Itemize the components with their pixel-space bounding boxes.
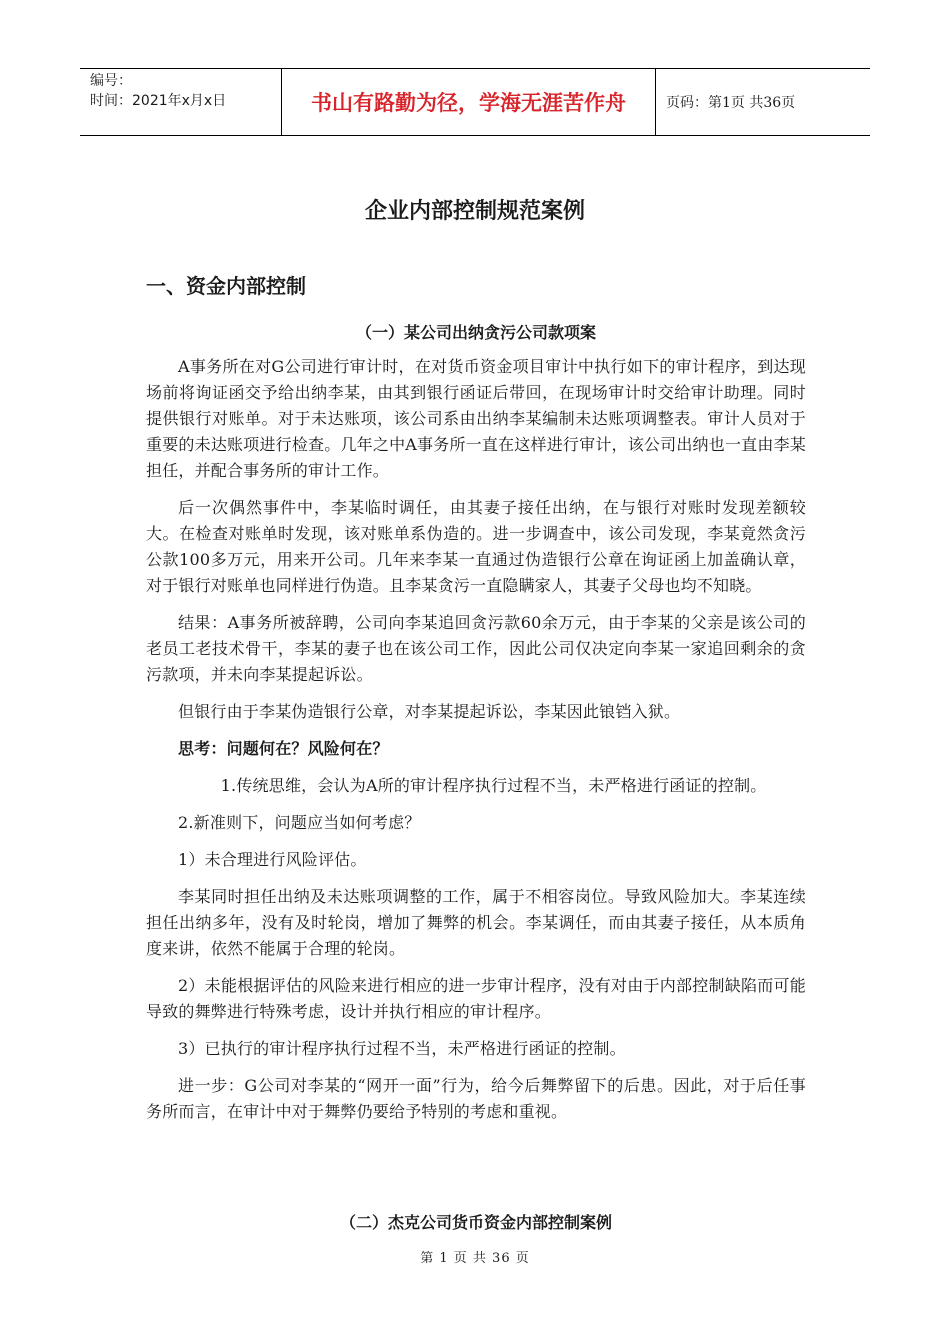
sub-point-1: 1）未合理进行风险评估。 (178, 850, 367, 869)
sub-point-2: 2）未能根据评估的风险来进行相应的进一步审计程序，没有对由于内部控制缺陷而可能导致的舞弊进行特殊考虑，设计并执行相应的审计程序。 (146, 976, 806, 1021)
page-footer: 第 1 页 共 36 页 (420, 1251, 530, 1266)
point-1: 1.传统思维，会认为A所的审计程序执行过程不当，未严格进行函证的控制。 (220, 776, 767, 795)
case1-body (146, 354, 806, 1136)
section-heading: 一、资金内部控制 (146, 274, 306, 298)
sub-point-3: 3）已执行的审计程序执行过程不当，未严格进行函证的控制。 (178, 1039, 626, 1058)
document-number-label: 编号： (90, 73, 132, 89)
point-2: 2.新准则下，问题应当如何考虑？ (178, 813, 421, 832)
document-title: 企业内部控制规范案例 (364, 199, 585, 224)
header-motto: 书山有路勤为径，学海无涯苦作舟 (282, 69, 656, 135)
paragraph: 结果：A事务所被辞聘，公司向李某追回贪污款60余万元，由于李某的父亲是该公司的老员工老技术骨干，李某的妻子也在该公司工作，因此公司仅决定向李某一家追回剩余的贪污款项，并未向李某提起诉讼。 (146, 613, 806, 684)
think-question: 思考：问题何在？风险何在？ (178, 739, 389, 758)
sub-point-1-text: 李某同时担任出纳及未达账项调整的工作，属于不相容岗位。导致风险加大。李某连续担任出纳多年，没有及时轮岗，增加了舞弊的机会。李某调任，而由其妻子接任，从本质角度来讲，依然不能属于合理的轮岗。 (146, 887, 806, 958)
document-date: 时间：2021年x月x日 (90, 93, 227, 109)
further-note: 进一步：G公司对李某的“网开一面”行为，给今后舞弊留下的后患。因此，对于后任事务所而言，在审计中对于舞弊仍要给予特别的考虑和重视。 (146, 1076, 806, 1121)
case2-heading: （二）杰克公司货币资金内部控制案例 (339, 1213, 612, 1232)
header-page-info: 页码：第1页 共36页 (666, 95, 796, 111)
case1-heading: （一）某公司出纳贪污公司款项案 (355, 323, 596, 342)
header-meta (80, 69, 282, 135)
paragraph: 后一次偶然事件中，李某临时调任，由其妻子接任出纳，在与银行对账时发现差额较大。在检查对账单时发现，该对账单系伪造的。进一步调查中，该公司发现，李某竟然贪污公款100多万元，用来开公司。几年来李某一直通过伪造银行公章在询证函上加盖确认章，对于银行对账单也同样进行伪造。且李某贪污一直隐瞒家人，其妻子父母也均不知晓。 (146, 498, 806, 595)
header-table (80, 68, 870, 136)
paragraph: A事务所在对G公司进行审计时，在对货币资金项目审计中执行如下的审计程序，到达现场前将询证函交予给出纳李某，由其到银行函证后带回，在现场审计时交给审计助理。同时提供银行对账单。对于未达账项，该公司系由出纳李某编制未达账项调整表。审计人员对于重要的未达账项进行检查。几年之中A事务所一直在这样进行审计，该公司出纳也一直由李某担任，并配合事务所的审计工作。 (146, 357, 806, 480)
paragraph: 但银行由于李某伪造银行公章，对李某提起诉讼，李某因此锒铛入狱。 (178, 702, 681, 721)
